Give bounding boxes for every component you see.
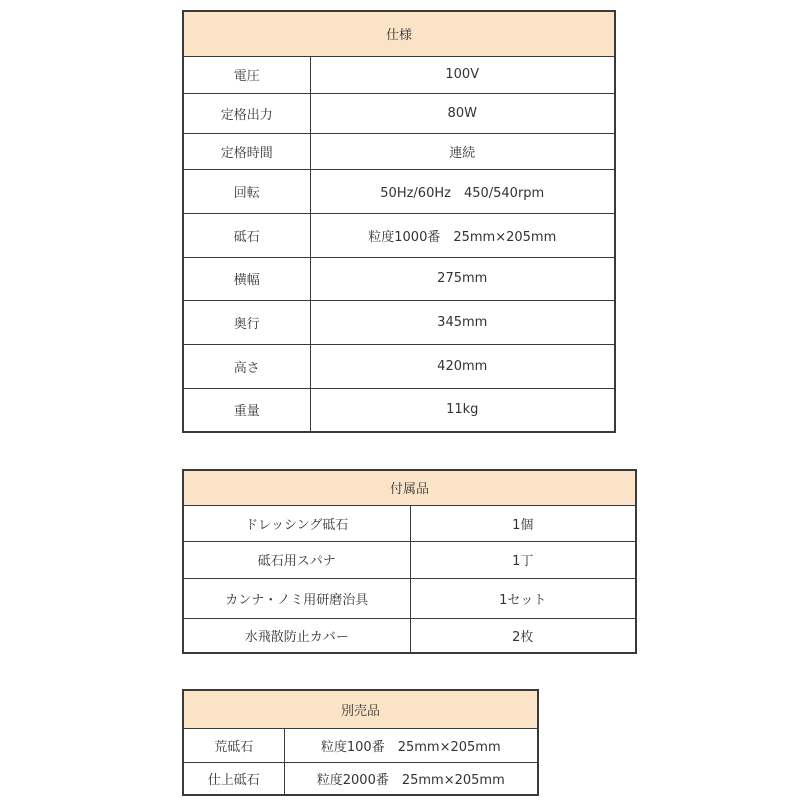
row-value: 11kg: [310, 388, 615, 432]
sold-separately-title: 別売品: [183, 690, 538, 728]
row-value: 2枚: [410, 618, 636, 653]
row-label: 重量: [183, 388, 310, 432]
row-label: 回転: [183, 169, 310, 213]
row-label: 砥石: [183, 213, 310, 257]
table-row: [183, 133, 615, 169]
row-label: 電圧: [183, 56, 310, 93]
accessories-table: [182, 469, 637, 654]
table-row: [183, 762, 538, 795]
row-label: 高さ: [183, 344, 310, 388]
row-label: 砥石用スパナ: [183, 541, 410, 578]
spec-title: 仕様: [183, 11, 615, 56]
row-label: 水飛散防止カバー: [183, 618, 410, 653]
table-row: [183, 300, 615, 344]
row-label: 定格出力: [183, 93, 310, 133]
row-value: 80W: [310, 93, 615, 133]
row-value: 1セット: [410, 578, 636, 618]
table-row: [183, 388, 615, 432]
table-row: [183, 541, 636, 578]
row-label: 横幅: [183, 257, 310, 300]
table-row: [183, 578, 636, 618]
table-row: [183, 728, 538, 762]
row-value: 100V: [310, 56, 615, 93]
spec-table: [182, 10, 616, 433]
table-row: [183, 93, 615, 133]
row-label: 仕上砥石: [183, 762, 284, 795]
table-row: [183, 618, 636, 653]
row-value: 連続: [310, 133, 615, 169]
table-row: [183, 505, 636, 541]
row-label: 奥行: [183, 300, 310, 344]
row-value: 420mm: [310, 344, 615, 388]
row-value: 粒度100番 25mm×205mm: [284, 728, 538, 762]
row-value: 1個: [410, 505, 636, 541]
row-label: カンナ・ノミ用研磨治具: [183, 578, 410, 618]
row-label: 荒砥石: [183, 728, 284, 762]
sold-separately-table: [182, 689, 539, 796]
row-value: 345mm: [310, 300, 615, 344]
row-value: 粒度2000番 25mm×205mm: [284, 762, 538, 795]
row-label: ドレッシング砥石: [183, 505, 410, 541]
table-row: [183, 257, 615, 300]
table-row: [183, 169, 615, 213]
table-row: [183, 213, 615, 257]
accessories-title: 付属品: [183, 470, 636, 505]
table-row: [183, 56, 615, 93]
row-value: 粒度1000番 25mm×205mm: [310, 213, 615, 257]
row-value: 275mm: [310, 257, 615, 300]
table-row: [183, 344, 615, 388]
row-label: 定格時間: [183, 133, 310, 169]
row-value: 1丁: [410, 541, 636, 578]
row-value: 50Hz/60Hz 450/540rpm: [310, 169, 615, 213]
